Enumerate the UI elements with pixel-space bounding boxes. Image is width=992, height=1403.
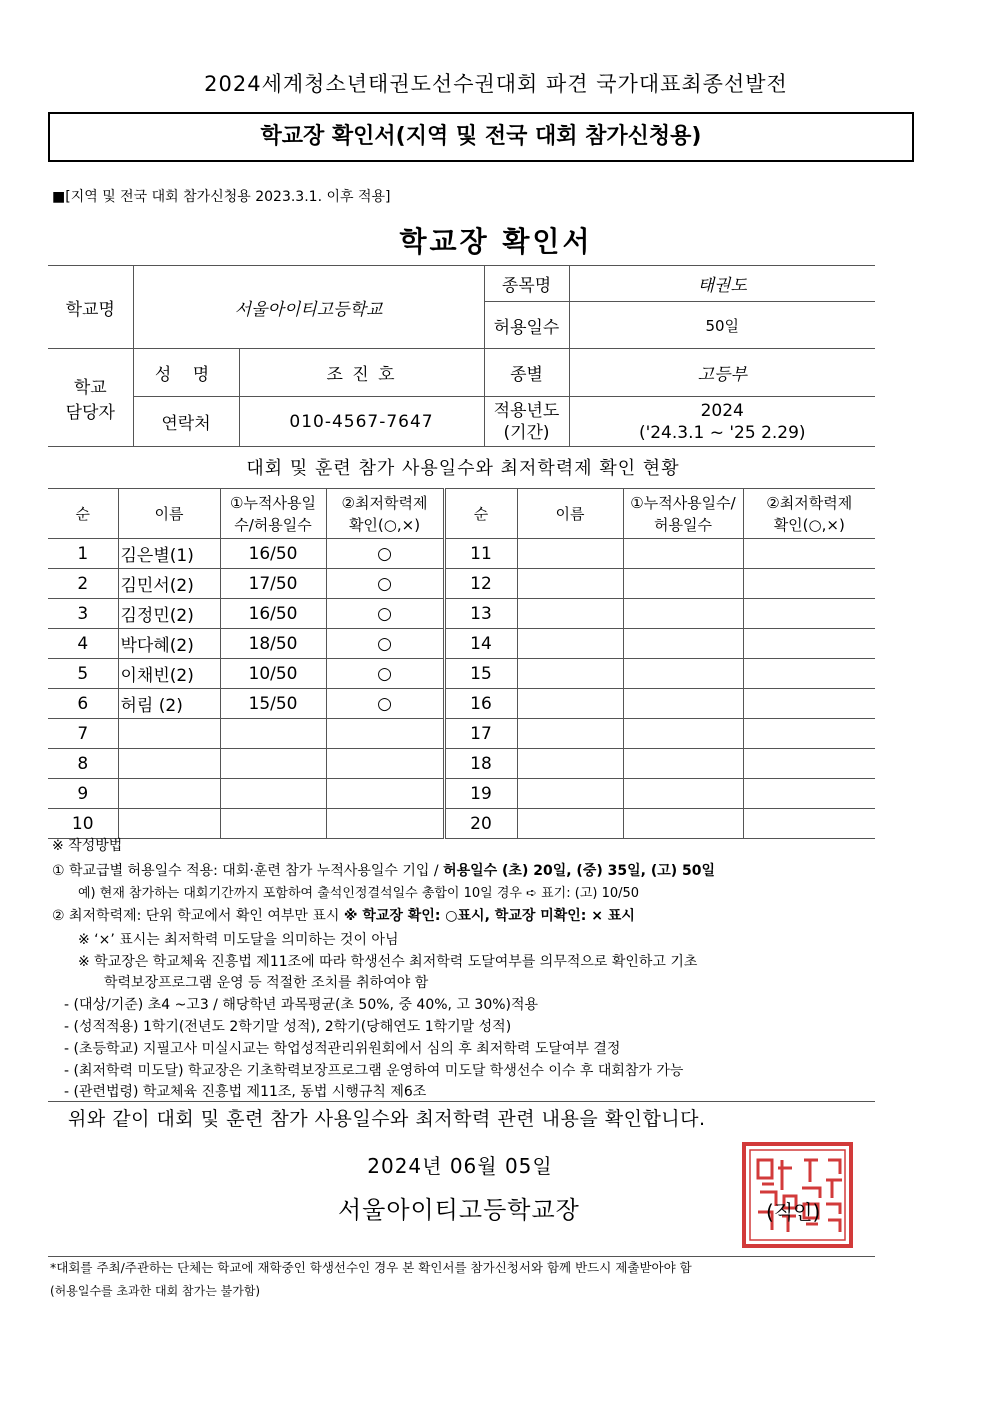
row-days-right — [623, 719, 743, 749]
note-4b: 학력보장프로그램 운영 등 적절한 조치를 취하여야 함 — [104, 975, 429, 991]
col-no-right: 순 — [444, 489, 517, 539]
contact-value: 010-4567-7647 — [239, 397, 484, 447]
name-value: 조 진 호 — [239, 349, 484, 397]
seal-label: (직인) — [766, 1200, 821, 1224]
row-days-right — [623, 779, 743, 809]
row-no-right: 13 — [444, 599, 517, 629]
sport-label: 종목명 — [484, 266, 569, 302]
note-5: - (대상/기준) 초4 ~고3 / 해당학년 과목평균(초 50%, 중 40%, 고 30%)적용 — [64, 997, 539, 1013]
apply-year-value — [569, 397, 875, 447]
row-days-right — [623, 599, 743, 629]
row-no-right: 12 — [444, 569, 517, 599]
table-row — [48, 569, 875, 599]
apply-year-label-line2: (기간) — [503, 422, 550, 443]
row-no: 9 — [48, 779, 118, 809]
manager-label — [48, 349, 133, 447]
row-no: 7 — [48, 719, 118, 749]
status-section-title: 대회 및 훈련 참가 사용일수와 최저학력제 확인 현황 — [246, 458, 680, 479]
row-no: 5 — [48, 659, 118, 689]
note-8: - (최저학력 미도달) 학교장은 기초학력보장프로그램 운영하여 미도달 학생선수 이수 후 대회참가 가능 — [64, 1063, 684, 1079]
apply-year: 2024 — [700, 400, 744, 421]
row-check-right — [743, 629, 875, 659]
row-name: 허림 (2) — [118, 689, 220, 719]
row-check — [326, 779, 444, 809]
row-days: 18/50 — [220, 629, 326, 659]
apply-year-label — [484, 397, 569, 447]
official-seal-image — [740, 1140, 855, 1250]
row-check-right — [743, 659, 875, 689]
row-check-right — [743, 809, 875, 839]
row-check — [326, 809, 444, 839]
row-no-right: 17 — [444, 719, 517, 749]
row-name — [118, 719, 220, 749]
school-info-table — [48, 265, 875, 447]
row-name: 박다혜(2) — [118, 629, 220, 659]
row-name: 이채빈(2) — [118, 659, 220, 689]
row-check: ○ — [326, 629, 444, 659]
row-name: 김은별(1) — [118, 539, 220, 569]
table-row — [48, 539, 875, 569]
row-check-right — [743, 779, 875, 809]
row-days: 16/50 — [220, 599, 326, 629]
row-no-right: 15 — [444, 659, 517, 689]
row-name-right — [517, 629, 623, 659]
school-name-label: 학교명 — [48, 266, 133, 349]
row-no-right: 16 — [444, 689, 517, 719]
notes-heading: ※ 작성방법 — [52, 838, 123, 854]
row-no-right: 11 — [444, 539, 517, 569]
row-days-right — [623, 689, 743, 719]
row-days: 10/50 — [220, 659, 326, 689]
row-name-right — [517, 569, 623, 599]
note-2: ② 최저학력제: 단위 학교에서 확인 여부만 표시 ※ 학교장 확인: ○표시, 학교장 미확인: × 표시 — [52, 908, 635, 924]
row-no-right: 14 — [444, 629, 517, 659]
row-days — [220, 779, 326, 809]
note-7: - (초등학교) 지필고사 미실시교는 학업성적관리위원회에서 심의 후 최저학력 도달여부 결정 — [64, 1041, 621, 1057]
event-title: 2024세계청소년태권도선수권대회 파견 국가대표최종선발전 — [204, 72, 788, 96]
apply-year-label-line1: 적용년도 — [493, 400, 560, 421]
row-days-right — [623, 539, 743, 569]
form-title-box: 학교장 확인서(지역 및 전국 대회 참가신청용) — [48, 112, 914, 162]
row-days-right — [623, 629, 743, 659]
row-name-right — [517, 779, 623, 809]
row-days — [220, 749, 326, 779]
row-check-right — [743, 599, 875, 629]
allowed-days-value: 50일 — [569, 302, 875, 349]
division-value: 고등부 — [569, 349, 875, 397]
row-name-right — [517, 689, 623, 719]
row-name — [118, 809, 220, 839]
row-days-right — [623, 659, 743, 689]
row-check — [326, 719, 444, 749]
row-name — [118, 749, 220, 779]
table-row — [48, 599, 875, 629]
principal-name: 서울아이티고등학교장 — [338, 1196, 580, 1224]
row-no-right: 18 — [444, 749, 517, 779]
col-days: ①누적사용일 수/허용일수 — [220, 489, 326, 539]
row-name — [118, 779, 220, 809]
row-days: 17/50 — [220, 569, 326, 599]
note-1-example: 예) 현재 참가하는 대회기간까지 포함하여 출석인정결석일수 총합이 10일 경우 ➪ 표기: (고) 10/50 — [78, 886, 640, 901]
confirmation-statement: 위와 같이 대회 및 훈련 참가 사용일수와 최저학력 관련 내용을 확인합니다. — [48, 1101, 875, 1131]
row-check: ○ — [326, 569, 444, 599]
row-no: 10 — [48, 809, 118, 839]
row-days — [220, 809, 326, 839]
row-no: 4 — [48, 629, 118, 659]
manager-label-line2: 담당자 — [65, 402, 115, 423]
table-row — [48, 629, 875, 659]
table-row — [48, 749, 875, 779]
manager-label-line1: 학교 — [73, 377, 107, 398]
row-check: ○ — [326, 659, 444, 689]
row-name-right — [517, 539, 623, 569]
row-name: 김민서(2) — [118, 569, 220, 599]
row-days-right — [623, 749, 743, 779]
row-days — [220, 719, 326, 749]
row-check: ○ — [326, 599, 444, 629]
row-name: 김정민(2) — [118, 599, 220, 629]
row-check-right — [743, 539, 875, 569]
apply-note: ■[지역 및 전국 대회 참가신청용 2023.3.1. 이후 적용] — [52, 189, 391, 205]
row-no-right: 20 — [444, 809, 517, 839]
row-no: 8 — [48, 749, 118, 779]
row-check-right — [743, 569, 875, 599]
table-row — [48, 779, 875, 809]
issue-date: 2024년 06월 05일 — [367, 1154, 553, 1178]
row-check — [326, 749, 444, 779]
row-check-right — [743, 689, 875, 719]
row-no: 1 — [48, 539, 118, 569]
row-no-right: 19 — [444, 779, 517, 809]
col-name-right: 이름 — [517, 489, 623, 539]
footer-note-2: (허용일수를 초과한 대회 참가는 불가함) — [50, 1284, 261, 1298]
table-row — [48, 719, 875, 749]
name-label: 성 명 — [133, 349, 239, 397]
division-label: 종별 — [484, 349, 569, 397]
row-check-right — [743, 719, 875, 749]
row-name-right — [517, 749, 623, 779]
apply-period: ('24.3.1 ~ '25 2.29) — [638, 422, 806, 443]
row-check: ○ — [326, 539, 444, 569]
table-row — [48, 809, 875, 839]
row-no: 2 — [48, 569, 118, 599]
row-name-right — [517, 719, 623, 749]
note-4a: ※ 학교장은 학교체육 진흥법 제11조에 따라 학생선수 최저학력 도달여부를 의무적으로 확인하고 기초 — [78, 954, 698, 970]
row-name-right — [517, 809, 623, 839]
allowed-days-label: 허용일수 — [484, 302, 569, 349]
col-days-right: ①누적사용일수/ 허용일수 — [623, 489, 743, 539]
row-days: 16/50 — [220, 539, 326, 569]
note-1: ① 학교급별 허용일수 적용: 대회·훈련 참가 누적사용일수 기입 / 허용일수 (초) 20일, (중) 35일, (고) 50일 — [52, 863, 716, 879]
note-3: ※ ‘×’ 표시는 최저학력 미도달을 의미하는 것이 아님 — [78, 932, 399, 948]
footer-note-1: *대회를 주최/주관하는 단체는 학교에 재학중인 학생선수인 경우 본 확인서를 참가신청서와 함께 반드시 제출받아야 함 — [50, 1260, 692, 1275]
row-no: 3 — [48, 599, 118, 629]
footer-divider — [48, 1256, 875, 1257]
note-9: - (관련법령) 학교체육 진흥법 제11조, 동법 시행규칙 제6조 — [64, 1084, 427, 1100]
contact-label: 연락처 — [133, 397, 239, 447]
row-name-right — [517, 659, 623, 689]
row-no: 6 — [48, 689, 118, 719]
school-name-value: 서울아이티고등학교 — [133, 266, 484, 349]
row-check-right — [743, 749, 875, 779]
col-name: 이름 — [118, 489, 220, 539]
row-days-right — [623, 809, 743, 839]
row-check: ○ — [326, 689, 444, 719]
sport-value: 태권도 — [569, 266, 875, 302]
status-table — [48, 488, 875, 839]
row-name-right — [517, 599, 623, 629]
col-check-right: ②최저학력제 확인(○,×) — [743, 489, 875, 539]
row-days: 15/50 — [220, 689, 326, 719]
note-6: - (성적적용) 1학기(전년도 2학기말 성적), 2학기(당해연도 1학기말 성적) — [64, 1019, 512, 1035]
row-days-right — [623, 569, 743, 599]
table-row — [48, 689, 875, 719]
col-no: 순 — [48, 489, 118, 539]
table-row — [48, 659, 875, 689]
col-check: ②최저학력제 확인(○,×) — [326, 489, 444, 539]
document-title: 학교장 확인서 — [399, 225, 593, 258]
